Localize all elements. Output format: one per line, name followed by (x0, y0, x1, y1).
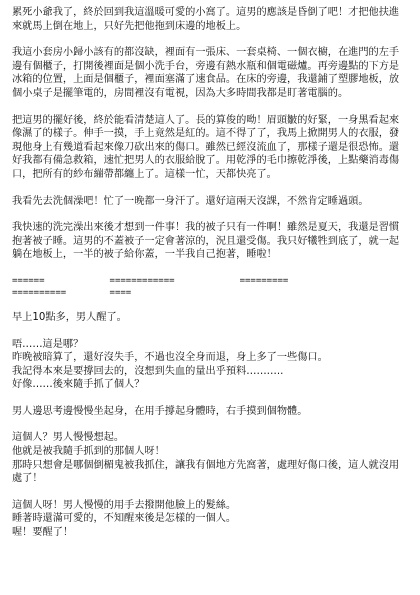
paragraph-2: 我這小套房小歸小該有的都沒缺，裡面有一張床、一套桌椅、一個衣櫥，在進門的左手邊有個櫃子，打開後裡面是個小洗手台，旁邊有熱水瓶和個電磁爐。再旁邊點的下方是冰箱的位置，上面是個櫃子，裡面塞滿了速食品。在床的旁邊，我還鋪了塑膠地板，放個小桌子是擺筆電的，房間裡沒有電視，因為大多時間我都是盯著電腦的。 (12, 47, 400, 99)
line: 那時只想會是哪個倒楣鬼被我抓住，讓我有個地方先窩著，處理好傷口後，這人就沒用處了！ (12, 459, 400, 485)
line: 唔……這是哪？ (12, 338, 84, 350)
paragraph-middle: 男人邊思考邊慢慢坐起身，在用手撐起身體時，右手摸到個物體。 (12, 405, 308, 417)
line: 睡著時還滿可愛的，不知醒來後是怎樣的一個人。 (12, 513, 237, 525)
line: 我記得本來是要撐回去的，沒想到失血的量出乎預料……….. (12, 365, 284, 377)
paragraph-morning: 早上10點多，男人醒了。 (12, 311, 127, 323)
paragraph-3: 把這男的擺好後，終於能看清楚這人了。長的算俊的呦！眉頭皺的好緊，一身黑看起來像濕了的樣子。伸手一摸，手上竟然是紅的。這不得了了，我馬上掀開男人的衣服，發現他身上有幾道看起來像刀砍出來的傷口。雖然已經沒流血了，那樣子還是很恐怖。還好我都有備急救箱，速忙把男人的衣服給脫了。用乾淨的毛巾擦乾淨後，上點藥消毒傷口，把所有的紗布繃帶都纏上了。這樣一忙，天都快亮了。 (12, 114, 400, 180)
paragraph-1: 累死小爺我了，終於回到我這溫暖可愛的小窩了。這男的應該是昏倒了吧！才把他扶進來就馬上倒在地上，只好先把他拖到床邊的地板上。 (12, 7, 400, 32)
line: 這個人呀！男人慢慢的用手去撥開他臉上的髮絲。 (12, 499, 237, 511)
separator-line: ========== ==== (12, 287, 132, 298)
paragraph-5: 我快速的洗完澡出來後才想到一件事！我的被子只有一件啊！雖然是夏天，我還是習慣抱著被子睡。這男的不蓋被子一定會著涼的，況且還受傷。我只好犧牲到底了，就一起躺在地板上，一半的被子給你蓋，一半我自己抱著，睡啦！ (12, 222, 400, 261)
line: 好像……後來隨手抓了個人？ (12, 379, 145, 391)
line: 昨晚被暗算了，還好沒失手，不過也沒全身而退，身上多了一些傷口。 (12, 352, 328, 364)
line: 他就是被我隨手抓到的那個人呀！ (12, 446, 165, 458)
separator-line: ====== ============ ========= (12, 275, 289, 286)
paragraph-4: 我看先去洗個澡吧！忙了一晚都一身汗了。還好這兩天沒課，不然肯定睡過頭。 (12, 195, 369, 207)
line: 喔！要醒了！ (12, 527, 74, 539)
line: 這個人？男人慢慢想起。 (12, 432, 125, 444)
